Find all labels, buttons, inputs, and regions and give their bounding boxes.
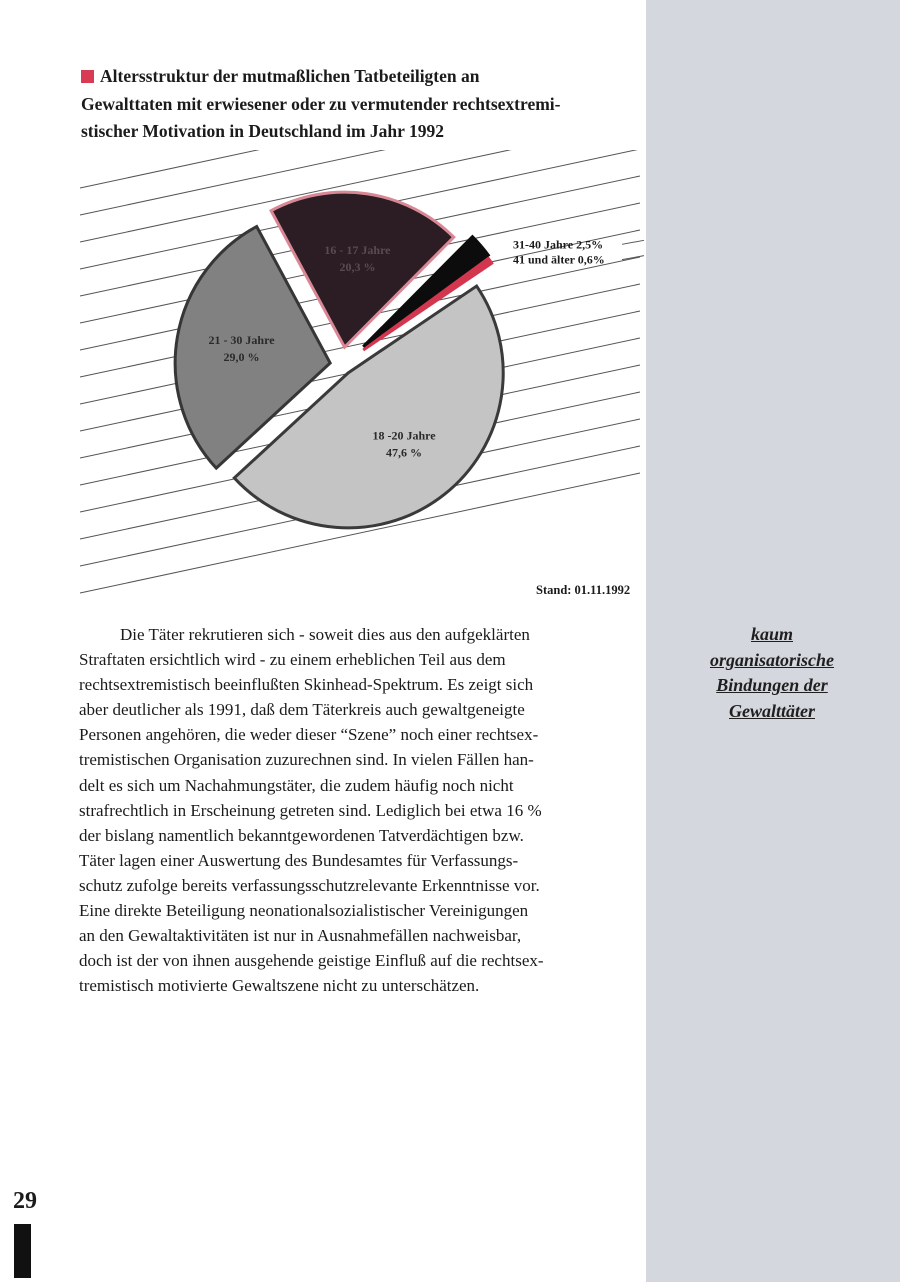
- body-line: delt es sich um Nachahmungstäter, die zudem häufig noch nicht: [79, 775, 514, 795]
- body-line: tremistisch motivierte Gewaltszene nicht zu unterschätzen.: [79, 976, 480, 996]
- body-line: tremistischen Organisation zuzurechnen sind. In vielen Fällen han-: [79, 750, 534, 770]
- body-line: aber deutlicher als 1991, daß dem Täterkreis auch gewaltgeneigte: [79, 700, 525, 720]
- margin-note: [672, 622, 872, 724]
- slice-label: 18 -20 Jahre: [372, 428, 436, 443]
- body-paragraph: [79, 622, 619, 998]
- body-line: Personen angehören, die weder dieser “Szene” noch einer rechtsex-: [79, 725, 539, 745]
- slice-value-label: 29,0 %: [223, 350, 260, 365]
- slice-callout-label: 31-40 Jahre 2,5%: [513, 237, 604, 252]
- margin-note-line: Gewalttäter: [729, 700, 815, 721]
- slice-callout-label: 41 und älter 0,6%: [513, 252, 605, 267]
- margin-note-line: Bindungen der: [716, 675, 828, 695]
- body-line: der bislang namentlich bekanntgewordenen Tatverdächtigen bzw.: [79, 825, 524, 845]
- pie-chart: [0, 150, 646, 600]
- slice-label: 21 - 30 Jahre: [208, 333, 275, 348]
- callout-line: [622, 256, 644, 260]
- page-number: 29: [13, 1188, 37, 1214]
- margin-note-line: kaum: [750, 624, 793, 644]
- body-line: Straftaten ersichtlich wird - zu einem erheblichen Teil aus dem: [79, 650, 506, 670]
- body-line: doch ist der von ihnen ausgehende geistige Einfluß auf die rechtsex-: [79, 951, 544, 971]
- chart-title-line: Gewalttaten mit erwiesener oder zu vermutender rechtsextremi-: [81, 93, 561, 114]
- body-line: strafrechtlich in Erscheinung getreten sind. Lediglich bei etwa 16 %: [79, 800, 542, 820]
- slice-value-label: 20,3 %: [339, 260, 376, 275]
- chart-title-line: stischer Motivation in Deutschland im Jahr 1992: [81, 121, 444, 141]
- title-marker-icon: [81, 70, 94, 83]
- page-marker: [14, 1224, 31, 1278]
- body-line: Täter lagen einer Auswertung des Bundesamtes für Verfassungs-: [79, 850, 519, 870]
- chart-note: Stand: 01.11.1992: [536, 583, 631, 597]
- body-line: rechtsextremistisch beeinflußten Skinhead-Spektrum. Es zeigt sich: [79, 675, 534, 695]
- body-line: schutz zufolge bereits verfassungsschutzrelevante Erkenntnisse vor.: [79, 875, 540, 895]
- slice-label: 16 - 17 Jahre: [324, 243, 391, 258]
- margin-note-line: organisatorische: [709, 649, 835, 670]
- callout-line: [622, 240, 644, 244]
- body-line: Eine direkte Beteiligung neonationalsozialistischer Vereinigungen: [79, 901, 529, 921]
- chart-title-line: Altersstruktur der mutmaßlichen Tatbeteiligten an: [100, 66, 480, 86]
- body-line: Die Täter rekrutieren sich - soweit dies aus den aufgeklärten: [120, 625, 530, 644]
- slice-value-label: 47,6 %: [386, 445, 423, 460]
- body-line: an den Gewaltaktivitäten ist nur in Ausnahmefällen nachweisbar,: [79, 926, 522, 946]
- chart-title: [81, 63, 641, 146]
